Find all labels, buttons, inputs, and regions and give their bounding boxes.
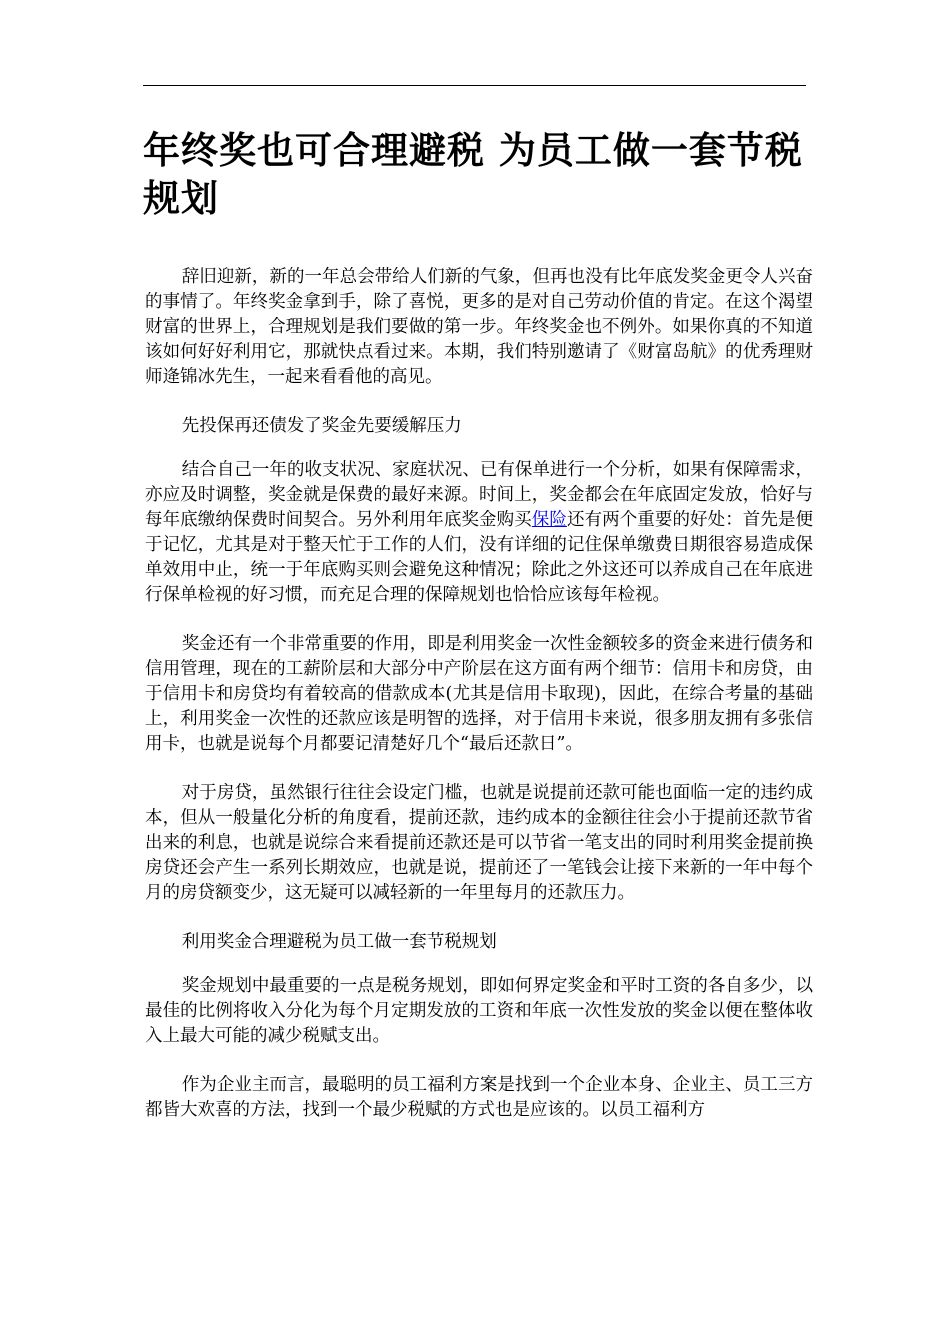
insurance-paragraph [145,458,813,608]
insurance-text-after: 还有两个重要的好处：首先是便于记忆，尤其是对于整天忙于工作的人们，没有详细的记住保单缴费日期很容易造成保单效用中止，统一于年底购买则会避免这种情况；除此之外这还可以养成自己在年底进行保单检视的好习惯，而充足合理的保障规划也恰恰应该每年检视。 [145,510,814,605]
mortgage-paragraph: 对于房贷，虽然银行往往会设定门槛，也就是说提前还款可能也面临一定的违约成本，但从一般量化分析的角度看，提前还款，违约成本的金额往往会小于提前还款节省出来的利息，也就是说综合来看提前还款还是可以节省一笔支出的同时利用奖金提前换房贷还会产生一系列长期效应，也就是说，提前还了一笔钱会让接下来新的一年中每个月的房贷额变少，这无疑可以减轻新的一年里每月的还款压力。 [145,783,813,903]
insurance-link[interactable]: 保险 [531,510,567,530]
employer-paragraph: 作为企业主而言，最聪明的员工福利方案是找到一个企业本身、企业主、员工三方都皆大欢喜的方法，找到一个最少税赋的方式也是应该的。以员工福利方 [145,1075,813,1120]
article-body [145,265,813,1147]
section-heading-tax: 利用奖金合理避税为员工做一套节税规划 [181,932,497,952]
debt-paragraph: 奖金还有一个非常重要的作用，即是利用奖金一次性金额较多的资金来进行债务和信用管理，现在的工薪阶层和大部分中产阶层在这方面有两个细节：信用卡和房贷，由于信用卡和房贷均有着较高的借款成本(尤其是信用卡取现)，因此，在综合考量的基础上，利用奖金一次性的还款应该是明智的选择，对于信用卡来说，很多朋友拥有多张信用卡，也就是说每个月都要记清楚好几个“最后还款日”。 [145,634,813,754]
article-title: 年终奖也可合理避税 为员工做一套节税规划 [143,128,803,220]
tax-planning-paragraph: 奖金规划中最重要的一点是税务规划，即如何界定奖金和平时工资的各自多少，以最佳的比例将收入分化为每个月定期发放的工资和年底一次性发放的奖金以便在整体收入上最大可能的减少税赋支出。 [145,976,813,1046]
intro-paragraph: 辞旧迎新，新的一年总会带给人们新的气象，但再也没有比年底发奖金更令人兴奋的事情了。年终奖金拿到手，除了喜悦，更多的是对自己劳动价值的肯定。在这个渴望财富的世界上，合理规划是我们要做的第一步。年终奖金也不例外。如果你真的不知道该如何好好利用它，那就快点看过来。本期，我们特别邀请了《财富岛航》的优秀理财师逄锦冰先生，一起来看看他的高见。 [145,267,813,387]
insurance-text-before: 结合自己一年的收支状况、家庭状况、已有保单进行一个分析，如果有保障需求，亦应及时调整，奖金就是保费的最好来源。时间上，奖金都会在年底固定发放，恰好与每年底缴纳保费时间契合。另外利用年底奖金购买 [145,460,813,530]
top-divider [143,85,806,86]
section-heading-insurance: 先投保再还债发了奖金先要缓解压力 [181,416,462,436]
